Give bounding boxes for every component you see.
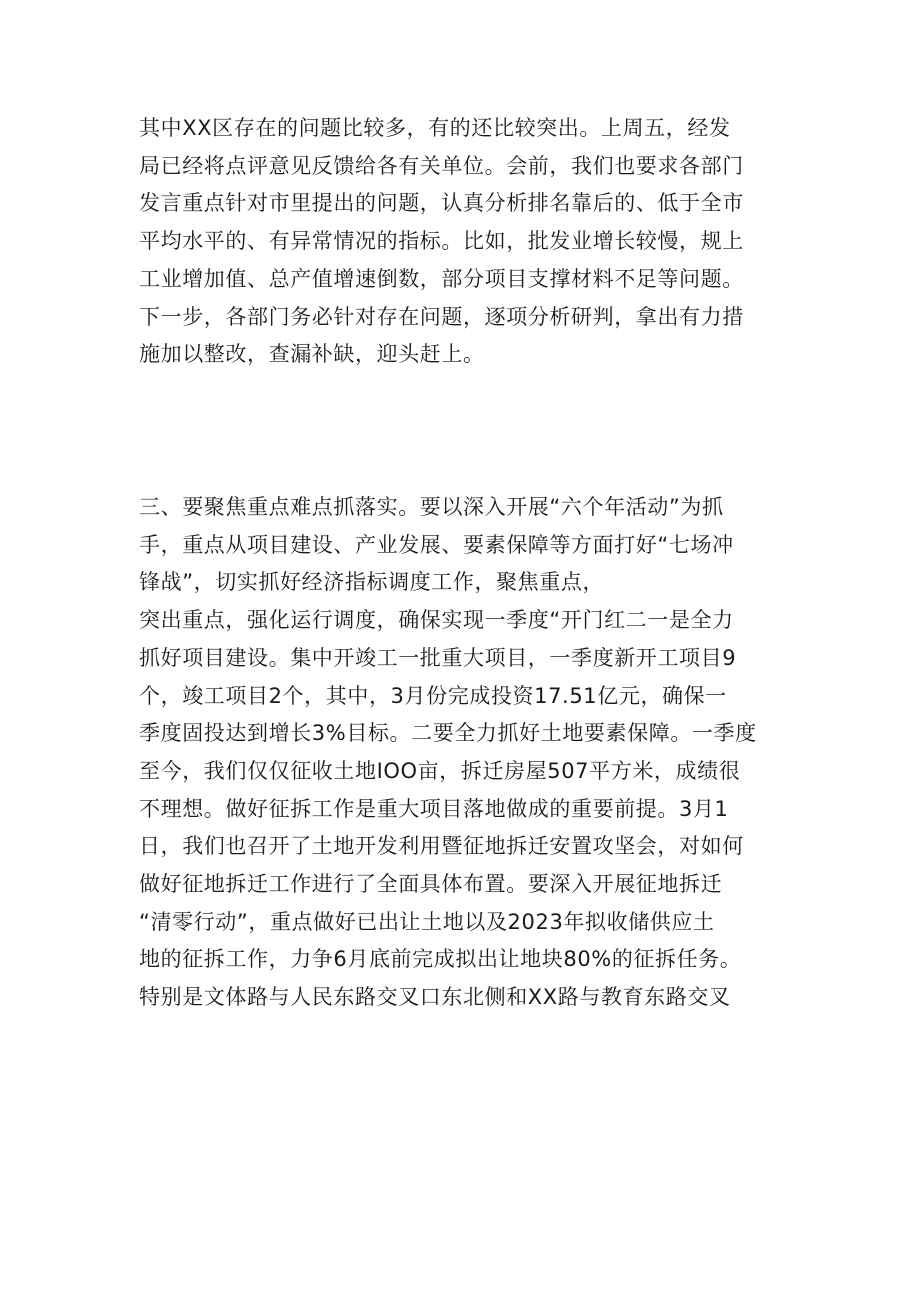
text-line: 平均水平的、有异常情况的指标。比如，批发业增长较慢，规上 — [139, 229, 744, 254]
text-line: 日，我们也召开了土地开发利用暨征地拆迁安置攻坚会，对如何 — [139, 834, 744, 859]
text-line: 施加以整改，查漏补缺，迎头赶上。 — [139, 342, 485, 367]
text-line: 局已经将点评意见反馈给各有关单位。会前，我们也要求各部门 — [139, 153, 744, 178]
text-line: “清零行动”，重点做好已出让土地以及2023年拟收储供应土 — [139, 909, 715, 934]
text-line: 地的征拆工作，力争6月底前完成拟出让地块80%的征拆任务。 — [139, 947, 742, 972]
text-line: 手，重点从项目建设、产业发展、要素保障等方面打好“七场冲 — [139, 532, 734, 557]
text-line: 特别是文体路与人民东路交叉口东北侧和XX路与教育东路交叉 — [139, 985, 731, 1010]
text-line: 发言重点针对市里提出的问题，认真分析排名靠后的、低于全市 — [139, 191, 744, 216]
text-line: 抓好项目建设。集中开竣工一批重大项目，一季度新开工项目9 — [139, 645, 737, 670]
text-line: 季度固投达到增长3%目标。二要全力抓好土地要素保障。一季度 — [139, 721, 757, 746]
text-line: 个，竣工项目2个，其中，3月份完成投资17.51亿元，确保一 — [139, 683, 727, 708]
text-line: 做好征地拆迁工作进行了全面具体布置。要深入开展征地拆迁 — [139, 872, 723, 896]
text-line: 至今，我们仅仅征收土地IOO亩，拆迁房屋507平方米，成绩很 — [139, 758, 741, 783]
text-line: 下一步，各部门务必针对存在问题，逐项分析研判，拿出有力措 — [139, 304, 744, 329]
text-line: 不理想。做好征拆工作是重大项目落地做成的重要前提。3月1 — [139, 796, 729, 821]
text-line: 其中XX区存在的问题比较多，有的还比较突出。上周五，经发 — [139, 116, 731, 140]
text-line: 工业增加值、总产值增速倒数，部分项目支撑材料不足等问题。 — [139, 266, 744, 291]
text-line: 锋战”，切实抓好经济指标调度工作，聚焦重点， — [139, 570, 605, 595]
text-line: 突出重点，强化运行调度，确保实现一季度“开门红二一是全力 — [139, 608, 734, 633]
text-line: 三、要聚焦重点难点抓落实。要以深入开展“六个年活动”为抓 — [139, 495, 724, 519]
